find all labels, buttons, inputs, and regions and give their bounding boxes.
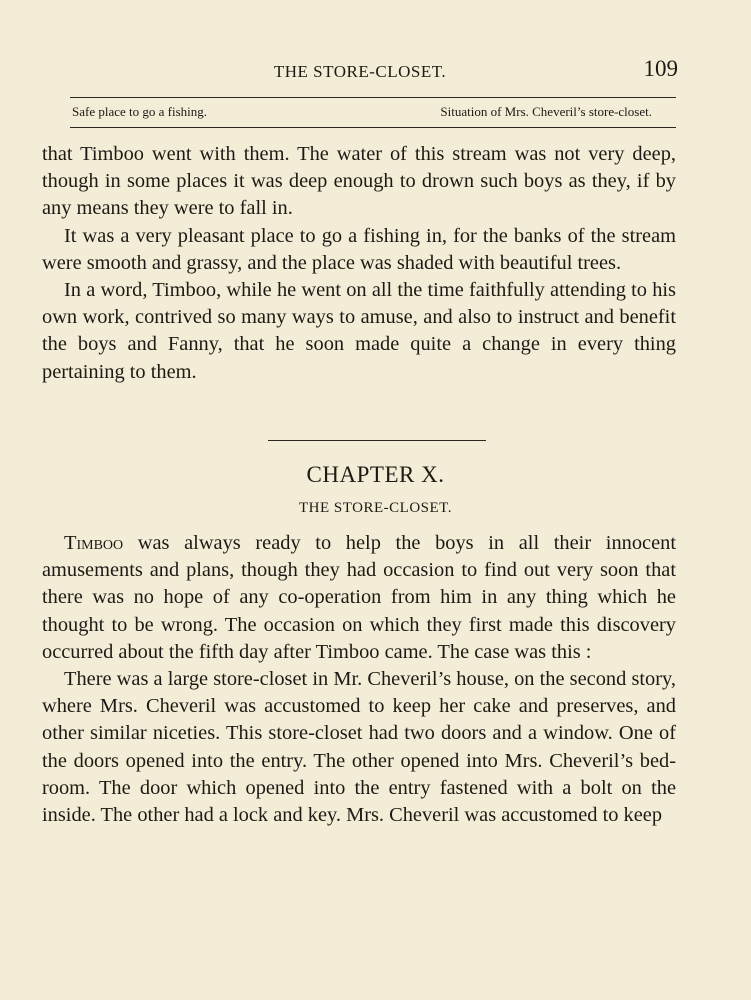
paragraph-continued: that Timboo went with them. The water of this stream was not very deep, though in some places it was deep enough to drown such boys as they, if by any means they were to fall in. xyxy=(42,143,676,220)
paragraph: There was a large store-closet in Mr. Cheveril’s house, on the second story, where Mrs. Cheveril was accustomed to keep her cake and preserves, and other similar niceties. This store-closet had two doors and a window. One of the doors opened into the entry. The other opened into Mrs. Cheveril’s bed-room. The door which opened into the entry fastened with a bolt on the inside. The other had a lock and key. Mrs. Cheveril was accustomed to keep xyxy=(42,668,676,827)
opening-paragraph-text: was always ready to help the boys in all their innocent amusements and plans, though they had occasion to find out very soon that there was no hope of any co-operation from him in any thing which he thought to be wrong. The occasion on which they first made this discovery occurred about the fifth day after Timboo came. The case was this : xyxy=(42,532,676,663)
chapter-heading: CHAPTER X. xyxy=(306,462,445,487)
text-block-upper xyxy=(42,141,676,386)
opening-word: Timboo xyxy=(64,532,124,554)
side-notes xyxy=(72,104,652,122)
paragraph: In a word, Timboo, while he went on all the time faithfully attending to his own work, contrived so many ways to amuse, and also to instruct and benefit the boys and Fanny, that he soon made quite a change in every thing pertaining to them. xyxy=(42,279,676,383)
side-note-right: Situation of Mrs. Cheveril’s store-closet. xyxy=(440,104,652,119)
chapter-subtitle: THE STORE-CLOSET. xyxy=(299,500,452,516)
text-block-lower xyxy=(42,530,676,829)
side-note-left: Safe place to go a fishing. xyxy=(72,104,208,119)
running-title: THE STORE-CLOSET. xyxy=(273,62,447,81)
running-head xyxy=(42,56,678,86)
side-notes-rule xyxy=(70,127,676,128)
header-rule xyxy=(70,97,676,98)
paragraph: It was a very pleasant place to go a fishing in, for the banks of the stream were smooth and grassy, and the place was shaded with beautiful trees. xyxy=(42,224,676,274)
page-number: 109 xyxy=(643,56,678,81)
chapter-opening-paragraph xyxy=(42,530,676,666)
chapter-separator-rule xyxy=(268,440,486,441)
